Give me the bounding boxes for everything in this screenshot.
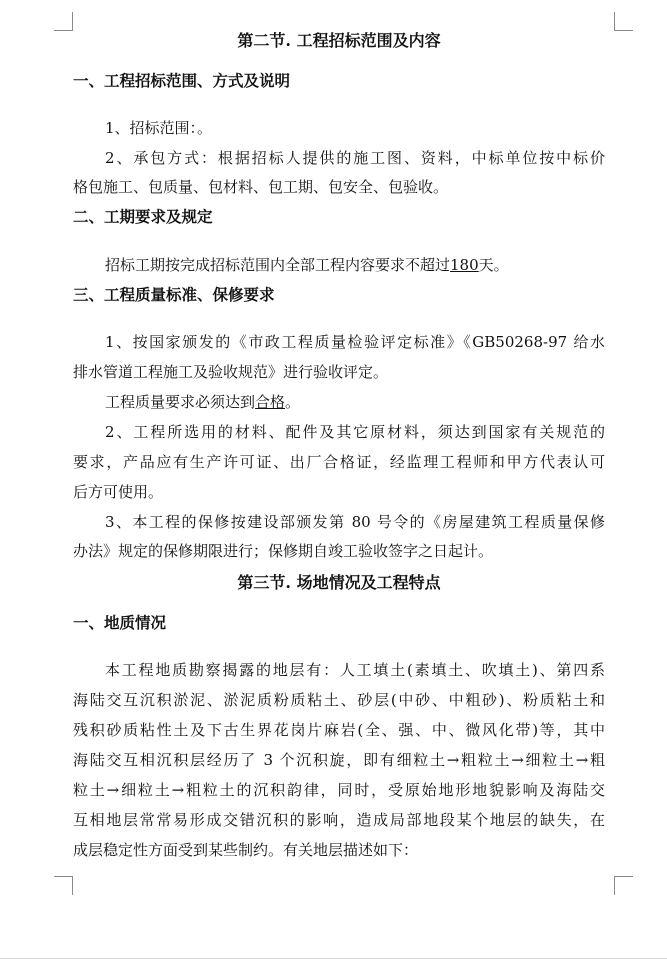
heading-scope: 一、工程招标范围、方式及说明 [73, 71, 291, 90]
heading-period: 二、工期要求及规定 [73, 207, 213, 226]
crop-mark-top-right [614, 12, 633, 31]
para-quality-3-line1: 3、本工程的保修按建设部颁发第 80 号令的《房屋建筑工程质量保修 [105, 513, 605, 531]
para-geology-line5: 粒土→细粒土→粗粒土的沉积韵律，同时，受原始地形地貌影响及海陆交 [73, 781, 605, 799]
grade-text: 工程质量要求必须达到 [105, 393, 256, 411]
para-geology-line1: 本工程地质勘察揭露的地层有：人工填土(素填土、吹填土)、第四系 [105, 661, 605, 679]
para-geology-line2: 海陆交互沉积淤泥、淤泥质粉质粘土、砂层(中砂、中粗砂)、粉质粘土和 [73, 691, 605, 709]
heading-quality: 三、工程质量标准、保修要求 [73, 285, 275, 304]
para-geology-line7: 成层稳定性方面受到某些制约。有关地层描述如下： [73, 841, 419, 859]
para-contract-line2: 格包施工、包质量、包材料、包工期、包安全、包验收。 [73, 178, 449, 196]
para-quality-grade [105, 391, 300, 413]
period-days: 180 [450, 256, 479, 274]
para-quality-2-line2: 要求，产品应有生产许可证、出厂合格证，经监理工程师和甲方代表认可 [73, 453, 605, 471]
para-quality-2-line1: 2、工程所选用的材料、配件及其它原材料，须达到国家有关规范的 [105, 423, 605, 441]
crop-mark-bottom-left [54, 876, 73, 895]
para-geology-line6: 互相地层常常易形成交错沉积的影响，造成局部地段某个地层的缺失，在 [73, 811, 605, 829]
page-bottom-divider [0, 958, 667, 959]
grade-value: 合格 [255, 393, 286, 411]
crop-mark-top-left [54, 12, 73, 31]
para-contract-line1: 2、承包方式：根据招标人提供的施工图、资料，中标单位按中标价 [105, 149, 605, 167]
para-quality-1-line1: 1、按国家颁发的《市政工程质量检验评定标准》《GB50268-97 给水 [105, 333, 605, 351]
section-3-title: 第三节. 场地情况及工程特点 [237, 573, 441, 592]
para-quality-3-line2: 办法》规定的保修期限进行；保修期自竣工验收签字之日起计。 [73, 542, 494, 560]
para-quality-1-line2: 排水管道工程施工及验收规范》进行验收评定。 [73, 363, 389, 381]
para-quality-2-line3: 后方可使用。 [73, 483, 164, 501]
para-geology-line4: 海陆交互相沉积层经历了 3 个沉积旋，即有细粒土→粗粒土→细粒土→粗 [73, 751, 605, 769]
crop-mark-bottom-right [614, 876, 633, 895]
para-period [105, 254, 509, 276]
para-geology-line3: 残积砂质粘性土及下古生界花岗片麻岩(全、强、中、微风化带)等，其中 [73, 721, 605, 739]
period-unit: 天。 [478, 256, 509, 274]
period-text: 招标工期按完成招标范围内全部工程内容要求不超过 [105, 256, 451, 274]
grade-end: 。 [285, 393, 301, 411]
para-scope: 1、招标范围：。 [105, 119, 213, 137]
heading-geology: 一、地质情况 [73, 613, 167, 632]
section-2-title: 第二节. 工程招标范围及内容 [237, 31, 441, 50]
